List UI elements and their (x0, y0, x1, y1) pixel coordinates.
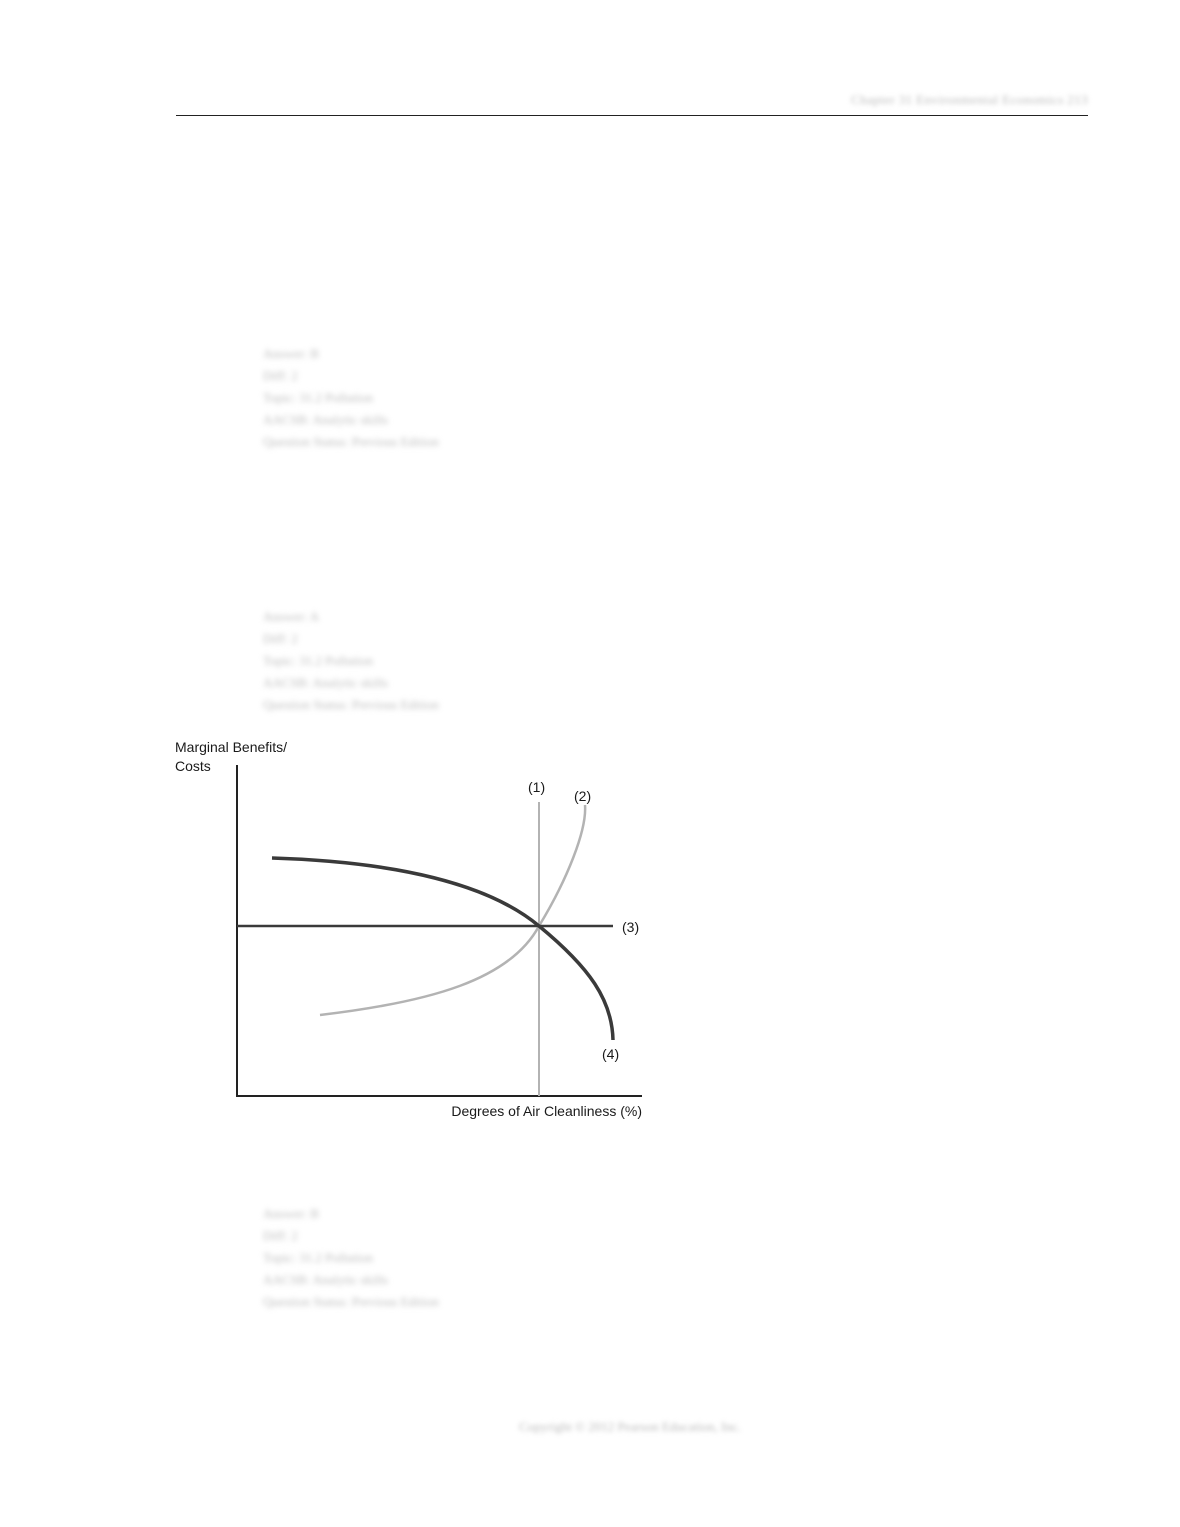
copyright-footer: Copyright © 2012 Pearson Education, Inc. (519, 1419, 741, 1434)
curve-2 (320, 805, 585, 1015)
status-line: Question Status: Previous Edition (263, 1294, 439, 1309)
curve-label-1: (1) (528, 779, 546, 795)
status-line: Question Status: Previous Edition (263, 434, 439, 449)
answer-line: Answer: B (263, 346, 319, 361)
answer-block-3 (263, 1203, 439, 1313)
x-axis-label: Degrees of Air Cleanliness (%) (451, 1103, 642, 1119)
answer-line: Answer: B (263, 1206, 319, 1221)
topic-line: Topic: 31.2 Pollution (263, 1250, 373, 1265)
aacsb-line: AACSB: Analytic skills (263, 675, 388, 690)
aacsb-line: AACSB: Analytic skills (263, 1272, 388, 1287)
difficulty-line: Diff: 2 (263, 631, 298, 646)
curve-label-3: (3) (622, 919, 640, 935)
topic-line: Topic: 31.2 Pollution (263, 653, 373, 668)
y-axis-label-line1: Marginal Benefits/ (175, 739, 288, 755)
status-line: Question Status: Previous Edition (263, 697, 439, 712)
topic-line: Topic: 31.2 Pollution (263, 390, 373, 405)
difficulty-line: Diff: 2 (263, 368, 298, 383)
curve-label-4: (4) (602, 1046, 620, 1062)
y-axis-label-line2: Costs (175, 758, 211, 774)
running-head: Chapter 31 Environmental Economics 213 (851, 92, 1088, 107)
difficulty-line: Diff: 2 (263, 1228, 298, 1243)
aacsb-line: AACSB: Analytic skills (263, 412, 388, 427)
answer-line: Answer: A (263, 609, 319, 624)
curve-label-2: (2) (574, 788, 592, 804)
